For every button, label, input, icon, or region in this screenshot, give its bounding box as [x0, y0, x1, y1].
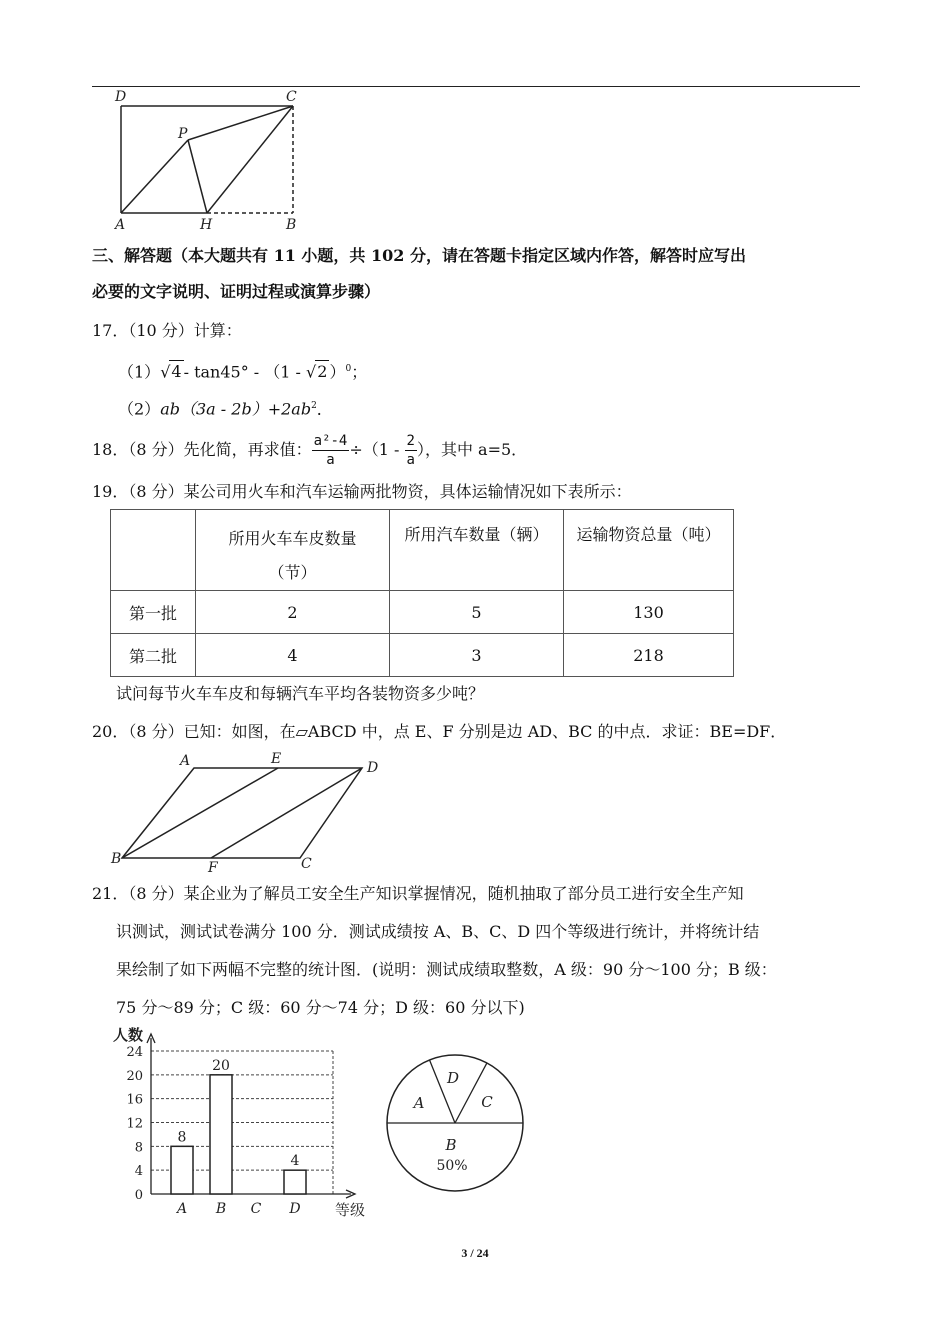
fig1-segment-hc [207, 106, 293, 213]
fig1-label-p: P [178, 126, 188, 142]
fig1-label-b: B [286, 217, 297, 233]
q18-line [92, 430, 527, 470]
q19-cell: 218 [564, 634, 734, 677]
fig2-label-d: D [367, 760, 379, 776]
q19-header-train-text: 所用火车车皮数量 [228, 529, 357, 548]
q19-cell: 3 [390, 634, 564, 677]
header-rule [92, 86, 860, 87]
q21-line4: 75 分～89 分；C 级：60 分～74 分；D 级：60 分以下) [116, 998, 525, 1017]
q18-heading: 18．（8 分）先化简，再求值： [92, 440, 312, 459]
q18-fraction1-numerator: a²-4 [313, 433, 348, 449]
q21-line1: 21．（8 分）某企业为了解员工安全生产知识掌握情况，随机抽取了部分员工进行安全生产知 [92, 884, 744, 903]
bar-chart-y-tick-label: 20 [126, 1068, 143, 1084]
q18-fraction2 [405, 432, 417, 469]
q17-part2-prefix: （2） [118, 399, 161, 419]
q17-part2-body: ab（3a - 2b）+2ab [160, 399, 312, 419]
q17-part1-radicand2: 2 [317, 362, 328, 382]
bar-chart [105, 1026, 380, 1222]
section3-heading-line1: 三、解答题（本大题共有 11 小题，共 102 分，请在答题卡指定区域内作答，解答时应写出 [92, 246, 746, 265]
bar-chart-y-tick-label: 16 [126, 1092, 143, 1108]
q17-part1-radicand1: 4 [171, 362, 182, 382]
q19-heading: 19．（8 分）某公司用火车和汽车运输两批物资，具体运输情况如下表所示： [92, 482, 632, 501]
bar-chart-category-label: C [250, 1201, 262, 1217]
q19-table-row [111, 591, 734, 634]
bar-chart-value-label: 8 [177, 1129, 187, 1146]
q17-part2-exponent: 2 [311, 401, 317, 411]
bar-chart-y-tick-label: 24 [126, 1045, 143, 1060]
q17-heading: 17．（10 分）计算： [92, 321, 242, 340]
fig1-segment-ap [121, 140, 188, 213]
q19-cell: 第二批 [111, 634, 196, 677]
q17-part1-tail: ； [351, 362, 368, 382]
q21-line2: 识测试，测试试卷满分 100 分．测试成绩按 A、B、C、D 四个等级进行统计，并将统计结 [116, 922, 760, 941]
pie-chart-slice-label: B [445, 1136, 457, 1154]
q19-header-empty [111, 510, 196, 591]
bar-chart-y-tick-label: 4 [134, 1164, 143, 1180]
q18-fraction1-denominator: a [326, 452, 335, 468]
bar-chart-value-label: 20 [212, 1057, 230, 1074]
q17-part1-exponent: 0 [345, 364, 352, 374]
q19-table-row [111, 634, 734, 677]
pie-chart-slice-label: A [413, 1094, 425, 1112]
q19-header-truck: 所用汽车数量（辆） [390, 510, 564, 591]
pie-chart [382, 1026, 530, 1196]
bar-chart-category-label: D [289, 1201, 301, 1217]
fig2-segment-df [211, 768, 362, 858]
fig2-label-a: A [180, 753, 191, 769]
q17-part1-mid: - tan45° - （1 - [183, 362, 307, 382]
bar-chart-category-label: B [215, 1201, 227, 1217]
q17-part2-tail: ． [316, 399, 333, 419]
q18-fraction2-denominator: a [406, 452, 415, 468]
bar-chart-bar [171, 1146, 193, 1194]
q19-cell: 2 [196, 591, 390, 634]
q17-part1 [118, 358, 367, 383]
q19-header-total: 运输物资总量（吨） [564, 510, 734, 591]
bar-chart-bar [210, 1075, 232, 1194]
q18-tail: ），其中 a=5． [416, 440, 528, 459]
bar-chart-y-axis-title: 人数 [113, 1026, 144, 1044]
fig1-segment-pc [188, 106, 293, 140]
q18-fraction2-numerator: 2 [406, 433, 415, 449]
q17-part2 [118, 395, 333, 420]
fig1-label-c: C [286, 89, 297, 105]
fig2-label-f: F [208, 860, 218, 873]
q19-table-header-row [111, 510, 734, 591]
fig1-label-d: D [115, 89, 127, 105]
bar-chart-y-tick-label: 0 [134, 1188, 143, 1203]
bar-chart-bar [284, 1170, 306, 1194]
q17-part1-end: ） [329, 362, 346, 382]
pie-chart-percent-label: 50% [436, 1158, 468, 1174]
q18-mid: ÷（1 - [349, 440, 405, 459]
bar-chart-y-tick-label: 8 [134, 1140, 143, 1156]
fig2-label-c: C [301, 856, 312, 872]
bar-chart-x-axis-title: 等级 [335, 1201, 366, 1219]
q18-fraction1 [312, 432, 350, 469]
fig2-label-b: B [111, 851, 122, 867]
bar-chart-category-label: A [176, 1201, 188, 1217]
q19-question: 试问每节火车车皮和每辆汽车平均各装物资多少吨？ [116, 684, 485, 703]
q19-table [110, 509, 734, 677]
page-number: 3 / 24 [461, 1246, 489, 1260]
q20-text: 20．（8 分）已知：如图，在▱ABCD 中，点 E、F 分别是边 AD、BC 的中点．求证：BE=DF． [92, 722, 787, 741]
q19-cell: 130 [564, 591, 734, 634]
q19-cell: 4 [196, 634, 390, 677]
fig1-label-a: A [115, 217, 126, 233]
figure-rectangle-abcd [100, 88, 320, 236]
pie-chart-slice-label: C [481, 1093, 493, 1111]
section3-heading-line2: 必要的文字说明、证明过程或演算步骤） [92, 282, 381, 301]
figure-parallelogram-abcd [108, 748, 388, 873]
q19-header-train-unit: （节） [268, 563, 317, 582]
q19-cell: 5 [390, 591, 564, 634]
fig1-label-h: H [200, 217, 213, 233]
q17-part1-prefix: （1） [118, 362, 161, 382]
q19-header-train [196, 510, 390, 591]
fig2-segment-be [122, 768, 278, 858]
q19-cell: 第一批 [111, 591, 196, 634]
sqrt-sign-icon: √ [306, 362, 317, 382]
q21-line3: 果绘制了如下两幅不完整的统计图．(说明：测试成绩取整数，A 级：90 分～100 分；B 级： [116, 960, 777, 979]
fig2-parallelogram [122, 768, 362, 858]
fig2-label-e: E [271, 751, 282, 767]
sqrt-sign-icon: √ [160, 362, 171, 382]
pie-chart-slice-label: D [446, 1069, 460, 1087]
bar-chart-value-label: 4 [290, 1153, 300, 1170]
bar-chart-y-tick-label: 12 [126, 1116, 143, 1132]
fig1-segment-ph [188, 140, 207, 213]
